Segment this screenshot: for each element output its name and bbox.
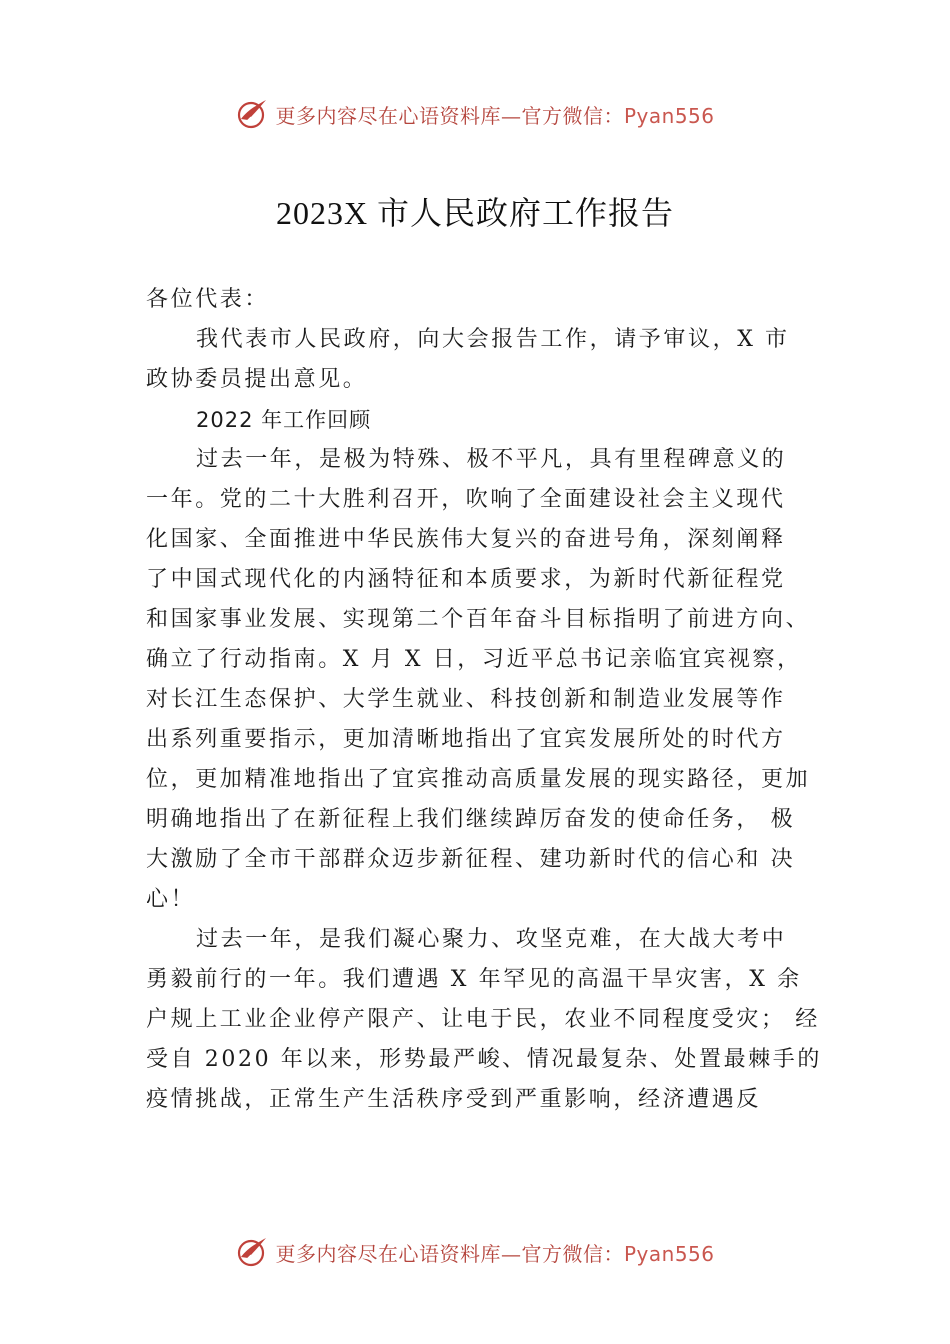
body-text-line: 对长江生态保护、大学生就业、科技创新和制造业发展等作 [146, 687, 786, 712]
banner-main-text: 更多内容尽在心语资料库—官方微信： [275, 103, 624, 128]
body-text-line: 出系列重要指示，更加清晰地指出了宜宾发展所处的时代方 [146, 727, 786, 752]
body-text-line: 位，更加精准地指出了宜宾推动高质量发展的现实路径，更加 [146, 767, 811, 792]
body-text-line: 过去一年，是极为特殊、极不平凡，具有里程碑意义的 [196, 447, 787, 472]
body-text-line: 疫情挑战，正常生产生活秩序受到严重影响，经济遭遇反 [146, 1087, 762, 1112]
body-text-line: 确立了行动指南。X 月 X 日，习近平总书记亲临宜宾视察， [146, 647, 802, 672]
body-text-line: 了中国式现代化的内涵特征和本质要求，为新时代新征程党 [146, 567, 786, 592]
body-text-line: 和国家事业发展、实现第二个百年奋斗目标指明了前进方向、 [146, 607, 811, 632]
body-text-line: 明确地指出了在新征程上我们继续踔厉奋发的使命任务， 极 [146, 807, 796, 832]
body-text-line: 心！ [146, 887, 196, 912]
body-text-line: 大激励了全市干部群众迈步新征程、建功新时代的信心和 决 [146, 847, 796, 872]
body-text-line: 化国家、全面推进中华民族伟大复兴的奋进号角，深刻阐释 [146, 527, 786, 552]
body-text-line: 各位代表： [146, 287, 270, 312]
banner-handle: Pyan556 [623, 103, 715, 128]
body-text-line: 一年。党的二十大胜利召开，吹响了全面建设社会主义现代 [146, 487, 786, 512]
banner-handle: Pyan556 [623, 1241, 715, 1266]
body-text-line: 户规上工业企业停产限产、让电于民，农业不同程度受灾； 经 [146, 1007, 820, 1032]
body-text-line: 受自 2020 年以来，形势最严峻、情况最复杂、处置最棘手的 [146, 1047, 822, 1072]
banner-text [275, 1238, 714, 1267]
body-text-line: 过去一年，是我们凝心聚力、攻坚克难，在大战大考中 [196, 927, 787, 952]
document-title: 2023X 市人民政府工作报告 [275, 195, 675, 231]
banner-main-text: 更多内容尽在心语资料库—官方微信： [275, 1241, 624, 1266]
quill-logo-icon [235, 1235, 269, 1269]
body-text-line: 我代表市人民政府，向大会报告工作，请予审议，X 市 [196, 327, 790, 352]
banner-text [275, 100, 714, 129]
body-text-line: 政协委员提出意见。 [146, 367, 368, 392]
footer-banner [0, 1232, 950, 1272]
document-body [146, 280, 836, 1120]
quill-logo-icon [235, 97, 269, 131]
header-banner [0, 94, 950, 134]
section-heading: 2022 年工作回顾 [196, 408, 372, 432]
body-text-line: 勇毅前行的一年。我们遭遇 X 年罕见的高温干旱灾害，X 余 [146, 967, 802, 992]
